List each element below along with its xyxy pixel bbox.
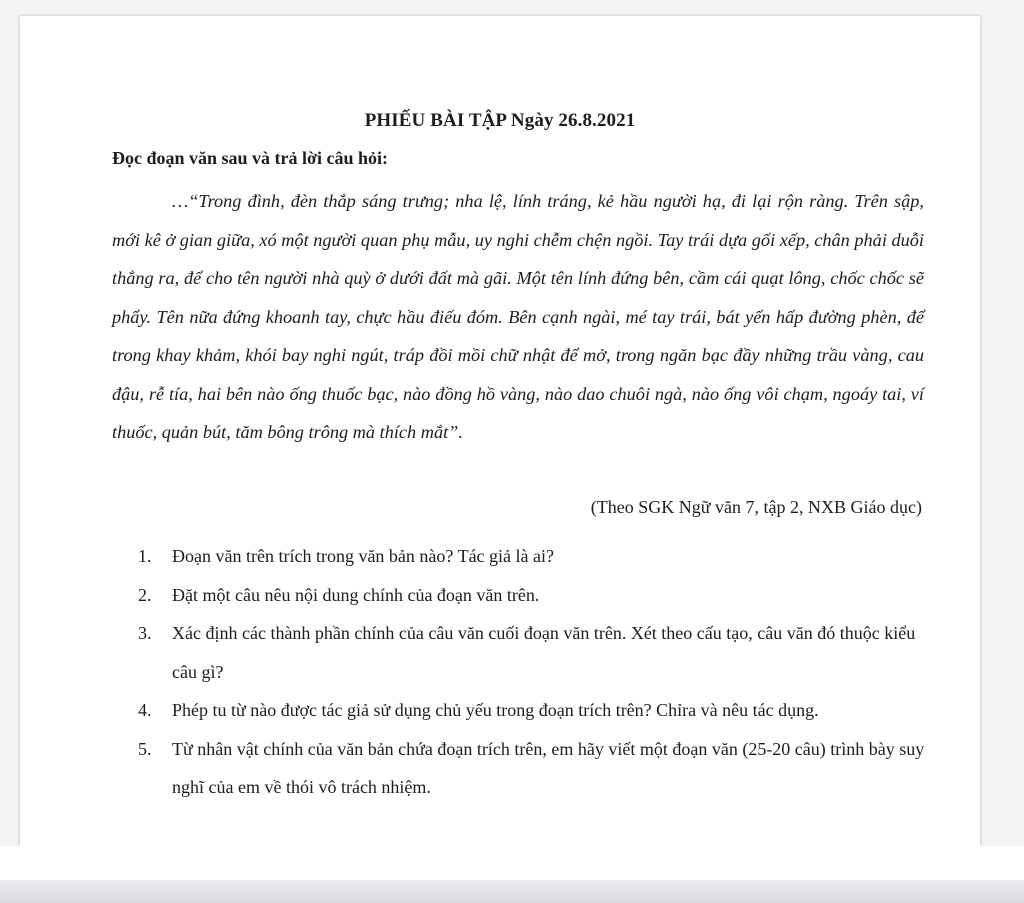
question-number: 3. [138, 623, 152, 643]
question-number: 1. [138, 546, 152, 566]
question-item [138, 614, 938, 691]
question-item [138, 537, 938, 576]
question-item [138, 691, 938, 730]
question-item [138, 730, 938, 807]
question-number: 5. [138, 738, 152, 759]
viewer-bottom-bar [0, 846, 1024, 903]
document-page [20, 16, 980, 846]
question-item [138, 576, 938, 615]
question-text: Xác định các thành phần chính của câu văn cuối đoạn văn trên. Xét theo cấu tạo, câu văn đó thuộc kiểu câu gì? [172, 623, 916, 682]
bottom-bar-shade [0, 880, 1024, 903]
question-text: Phép tu từ nào được tác giả sử dụng chủ yếu trong đoạn trích trên? Chỉra và nêu tác dụng. [172, 700, 819, 720]
worksheet-title: PHIẾU BÀI TẬP Ngày 26.8.2021 [364, 110, 636, 131]
worksheet-instruction: Đọc đoạn văn sau và trả lời câu hỏi: [112, 148, 388, 168]
passage-source: (Theo SGK Ngữ văn 7, tập 2, NXB Giáo dục) [590, 497, 922, 517]
question-text: Đặt một câu nêu nội dung chính của đoạn văn trên. [172, 584, 540, 605]
question-text: Đoạn văn trên trích trong văn bản nào? Tác giả là ai? [172, 546, 555, 566]
reading-passage: …“Trong đình, đèn thắp sáng trưng; nha lệ, lính tráng, kẻ hầu người hạ, đi lại rộn ràng. Trên sập, mới kê ở gian giữa, xó một người quan phụ mẫu, uy nghi chễm chện ngồi. Tay trái dựa gối xếp, chân phải duỗi thẳng ra, để cho tên người nhà quỳ ở dưới đất mà gãi. Một tên lính đứng bên, cầm cái quạt lông, chốc chốc sẽ phẩy. Tên nữa đứng khoanh tay, chực hầu điếu đóm. Bên cạnh ngài, mé tay trái, bát yến hấp đường phèn, để trong khay khảm, khói bay nghi ngút, tráp đồi mồi chữ nhật để mở, trong ngăn bạc đầy những trầu vàng, cau đậu, rễ tía, hai bên nào ống thuốc bạc, nào đồng hồ vàng, nào dao chuôi ngà, nào ống vôi chạm, ngoáy tai, ví thuốc, quản bút, tăm bông trông mà thích mắt”. [112, 191, 924, 442]
question-list [138, 537, 938, 807]
question-number: 4. [138, 700, 152, 720]
question-number: 2. [138, 584, 152, 605]
question-text: Từ nhân vật chính của văn bản chứa đoạn trích trên, em hãy viết một đoạn văn (25-20 câu) trình bày suy nghĩ của em về thói vô trách nhiệm. [172, 738, 925, 797]
